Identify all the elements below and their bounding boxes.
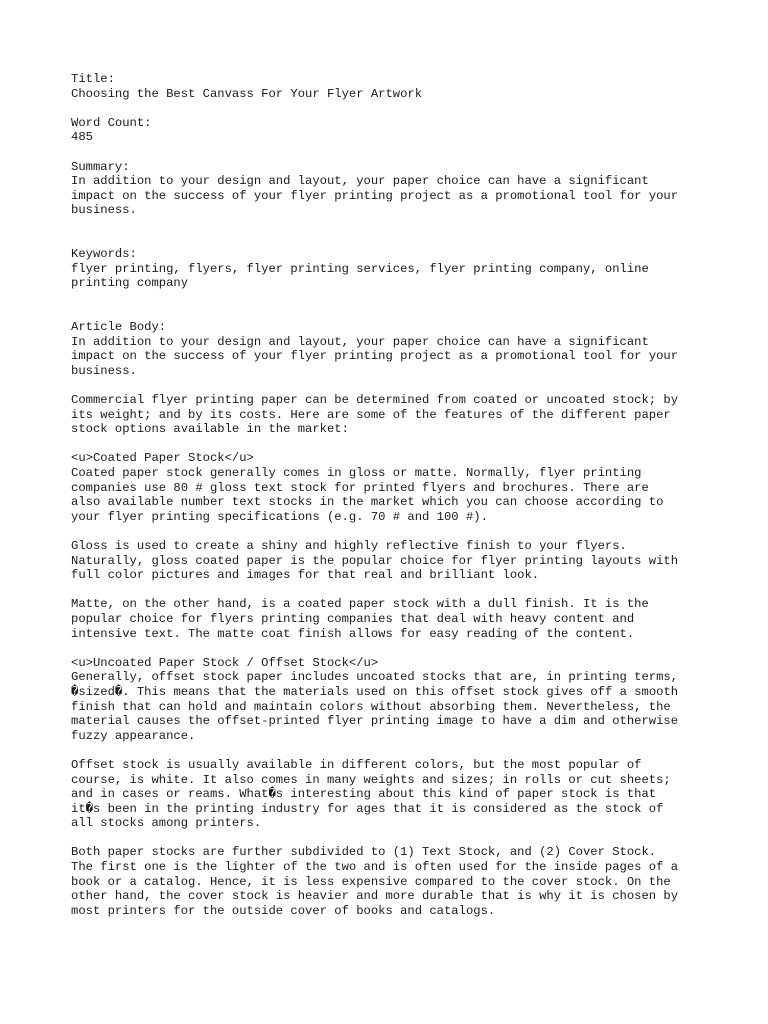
- article-label: Article Body:: [71, 320, 167, 335]
- title-value: Choosing the Best Canvass For Your Flyer Artwork: [71, 86, 423, 101]
- word-count-label: Word Count:: [71, 115, 152, 130]
- article-line: business.: [71, 363, 137, 378]
- article-line: all stocks among printers.: [71, 816, 262, 831]
- article-paragraph: [71, 656, 711, 744]
- summary-line: In addition to your design and layout, your paper choice can have a significant: [71, 174, 649, 189]
- article-line: Gloss is used to create a shiny and highly reflective finish to your flyers.: [71, 539, 627, 553]
- word-count-section: [71, 116, 711, 145]
- article-line: Coated paper stock generally comes in gloss or matte. Normally, flyer printing: [71, 466, 642, 481]
- article-paragraphs: [71, 335, 711, 919]
- article-line: <u>Uncoated Paper Stock / Offset Stock</u>: [71, 655, 379, 670]
- word-count-value: 485: [71, 130, 93, 145]
- article-paragraph: [71, 758, 711, 831]
- summary-line: business.: [71, 203, 137, 218]
- article-line: its weight; and by its costs. Here are some of the features of the different paper: [71, 407, 671, 422]
- article-line: The first one is the lighter of the two and is often used for the inside pages of a: [71, 860, 679, 875]
- article-line: most printers for the outside cover of books and catalogs.: [71, 903, 496, 918]
- article-paragraph: [71, 539, 711, 583]
- article-line: material causes the offset-printed flyer printing image to have a dim and otherwise: [71, 714, 679, 729]
- article-line: <u>Coated Paper Stock</u>: [71, 451, 254, 466]
- article-line: and in cases or reams. What�s interesting about this kind of paper stock is that: [71, 787, 657, 802]
- article-line: Generally, offset stock paper includes uncoated stocks that are, in printing terms,: [71, 670, 679, 685]
- article-paragraph: [71, 393, 711, 437]
- article-line: �sized�. This means that the materials used on this offset stock gives off a smooth: [71, 684, 679, 699]
- article-line: intensive text. The matte coat finish allows for easy reading of the content.: [71, 626, 635, 641]
- article-line: it�s been in the printing industry for ages that it is considered as the stock of: [71, 801, 664, 816]
- article-paragraph: [71, 451, 711, 524]
- article-line: Both paper stocks are further subdivided to (1) Text Stock, and (2) Cover Stock.: [71, 845, 657, 860]
- article-paragraph: [71, 845, 711, 918]
- article-line: Offset stock is usually available in different colors, but the most popular of: [71, 757, 642, 772]
- article-line: book or a catalog. Hence, it is less expensive compared to the cover stock. On the: [71, 874, 671, 889]
- title-label: Title:: [71, 72, 115, 86]
- document-page: [71, 72, 711, 933]
- article-line: stock options available in the market:: [71, 422, 349, 437]
- article-line: Matte, on the other hand, is a coated paper stock with a dull finish. It is the: [71, 597, 649, 612]
- summary-label: Summary:: [71, 159, 130, 174]
- summary-section: [71, 160, 711, 218]
- article-line: fuzzy appearance.: [71, 728, 196, 743]
- keywords-line: printing company: [71, 276, 189, 291]
- article-line: also available number text stocks in the market which you can choose according to: [71, 495, 664, 510]
- article-line: Naturally, gloss coated paper is the popular choice for flyer printing layouts with: [71, 553, 679, 568]
- article-line: full color pictures and images for that real and brilliant look.: [71, 568, 540, 583]
- keywords-section: [71, 247, 711, 291]
- keywords-label: Keywords:: [71, 247, 137, 262]
- summary-line: impact on the success of your flyer printing project as a promotional tool for your: [71, 188, 679, 203]
- keywords-line: flyer printing, flyers, flyer printing services, flyer printing company, online: [71, 261, 649, 276]
- article-paragraph: [71, 335, 711, 379]
- article-paragraph: [71, 597, 711, 641]
- article-line: companies use 80 # gloss text stock for printed flyers and brochures. There are: [71, 480, 649, 495]
- article-line: other hand, the cover stock is heavier and more durable that is why it is chosen by: [71, 889, 679, 904]
- article-line: Commercial flyer printing paper can be determined from coated or uncoated stock; by: [71, 393, 679, 408]
- title-section: [71, 72, 711, 101]
- article-section: [71, 320, 711, 918]
- article-line: course, is white. It also comes in many weights and sizes; in rolls or cut sheets;: [71, 772, 671, 787]
- article-line: your flyer printing specifications (e.g. 70 # and 100 #).: [71, 509, 488, 524]
- article-line: impact on the success of your flyer printing project as a promotional tool for your: [71, 349, 679, 364]
- article-line: In addition to your design and layout, your paper choice can have a significant: [71, 334, 649, 349]
- article-line: popular choice for flyers printing companies that deal with heavy content and: [71, 611, 635, 626]
- article-line: finish that can hold and maintain colors without absorbing them. Nevertheless, the: [71, 699, 671, 714]
